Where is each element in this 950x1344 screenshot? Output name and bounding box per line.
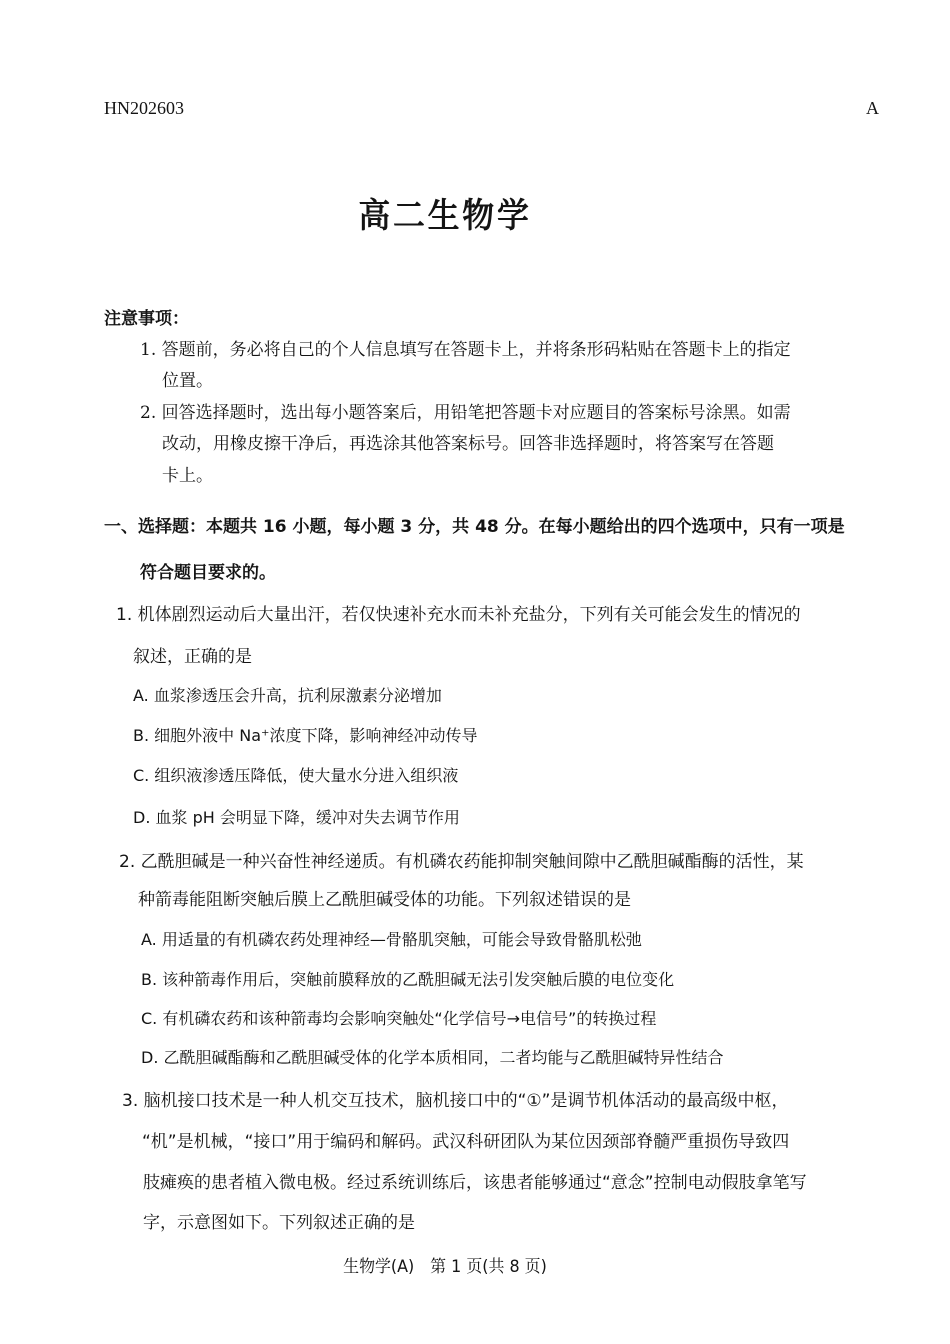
page-footer: 生物学(A) 第 1 页(共 8 页) — [343, 1257, 547, 1277]
question-2-option-a: A. 用适量的有机磷农药处理神经—骨骼肌突触，可能会导致骨骼肌松弛 — [141, 930, 642, 949]
question-1-option-c: C. 组织液渗透压降低，使大量水分进入组织液 — [133, 766, 459, 785]
exam-version-label: A — [866, 98, 879, 118]
page-title: 高二生物学 — [358, 196, 532, 236]
exam-serial-code: HN202603 — [104, 98, 184, 118]
question-3-stem-line-4: 字，示意图如下。下列叙述正确的是 — [143, 1213, 415, 1233]
notes-heading: 注意事项： — [104, 309, 189, 329]
question-3-stem-line-1: 3. 脑机接口技术是一种人机交互技术，脑机接口中的“①”是调节机体活动的最高级中枢， — [122, 1091, 789, 1111]
question-1-option-d: D. 血浆 pH 会明显下降，缓冲对失去调节作用 — [133, 808, 460, 827]
question-3-stem-line-2: “机”是机械，“接口”用于编码和解码。武汉科研团队为某位因颈部脊髓严重损伤导致四 — [142, 1132, 790, 1152]
question-2-stem-line-1: 2. 乙酰胆碱是一种兴奋性神经递质。有机磷农药能抑制突触间隙中乙酰胆碱酯酶的活性，某 — [119, 852, 804, 872]
note-2-line-3: 卡上。 — [162, 466, 213, 486]
question-2-stem-line-2: 种箭毒能阻断突触后膜上乙酰胆碱受体的功能。下列叙述错误的是 — [138, 890, 631, 910]
question-1-stem-line-1: 1. 机体剧烈运动后大量出汗，若仅快速补充水而未补充盐分，下列有关可能会发生的情况的 — [116, 605, 801, 625]
question-2-option-d: D. 乙酰胆碱酯酶和乙酰胆碱受体的化学本质相同，二者均能与乙酰胆碱特异性结合 — [141, 1048, 724, 1067]
note-1-line-1: 1. 答题前，务必将自己的个人信息填写在答题卡上，并将条形码粘贴在答题卡上的指定 — [140, 340, 791, 360]
question-1-option-b: B. 细胞外液中 Na⁺浓度下降，影响神经冲动传导 — [133, 726, 478, 745]
question-1-stem-line-2: 叙述，正确的是 — [133, 647, 252, 667]
note-2-line-1: 2. 回答选择题时，选出每小题答案后，用铅笔把答题卡对应题目的答案标号涂黑。如需 — [140, 403, 791, 423]
question-2-option-c: C. 有机磷农药和该种箭毒均会影响突触处“化学信号→电信号”的转换过程 — [141, 1009, 657, 1028]
section-1-heading-cont: 符合题目要求的。 — [140, 563, 276, 583]
section-1-heading: 一、选择题：本题共 16 小题，每小题 3 分，共 48 分。在每小题给出的四个选项中，只有一项是 — [104, 517, 845, 537]
question-3-stem-line-3: 肢瘫痪的患者植入微电极。经过系统训练后，该患者能够通过“意念”控制电动假肢拿笔写 — [143, 1173, 807, 1193]
question-1-option-a: A. 血浆渗透压会升高，抗利尿激素分泌增加 — [133, 686, 442, 705]
note-1-line-2: 位置。 — [162, 371, 213, 391]
note-2-line-2: 改动，用橡皮擦干净后，再选涂其他答案标号。回答非选择题时，将答案写在答题 — [162, 434, 774, 454]
question-2-option-b: B. 该种箭毒作用后，突触前膜释放的乙酰胆碱无法引发突触后膜的电位变化 — [141, 970, 675, 989]
